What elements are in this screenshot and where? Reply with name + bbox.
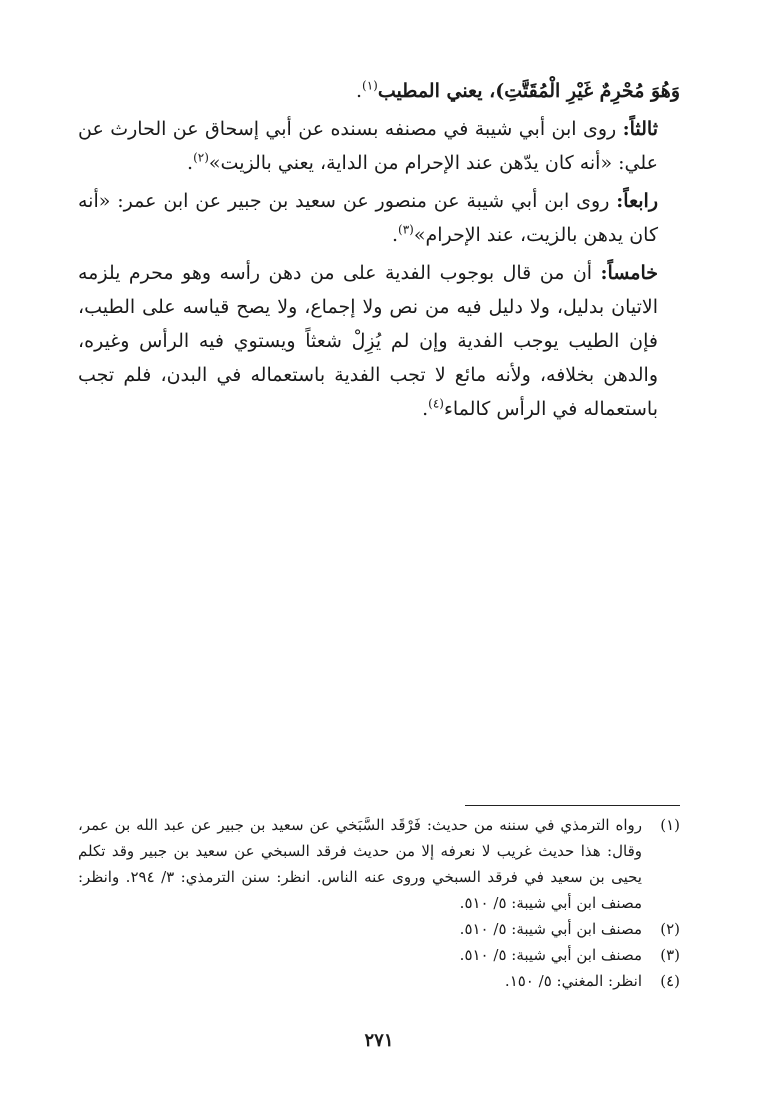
footnote-ref-3: (٣)	[398, 222, 414, 237]
footnote-4-number: (٤)	[660, 972, 680, 990]
paragraph-4	[78, 256, 680, 426]
paragraph-4-heading: خامساً:	[600, 262, 658, 284]
footnote-4	[78, 968, 680, 994]
footnote-2	[78, 916, 680, 942]
paragraph-1-text: وَهُوَ مُحْرِمٌ غَيْرِ الْمُقَتَّتِ)، يعني المطيب	[377, 80, 680, 102]
footnote-divider	[465, 805, 680, 806]
paragraph-2-tail: .	[187, 152, 194, 174]
paragraph-2-text: روى ابن أبي شيبة في مصنفه بسنده عن أبي إسحاق عن الحارث عن علي: «أنه كان يدّهن عند الإحرام من الداية، يعني بالزيت»	[78, 118, 658, 174]
paragraph-2	[78, 112, 680, 180]
main-text	[78, 74, 680, 430]
footnote-2-number: (٢)	[660, 920, 680, 938]
paragraph-3-text: روى ابن أبي شيبة عن منصور عن سعيد بن جبير عن ابن عمر: «أنه كان يدهن بالزيت، عند الإحرام»	[78, 190, 658, 246]
paragraph-3	[78, 184, 680, 252]
footnote-4-text: انظر: المغني: ٥/ ١٥٠.	[504, 972, 642, 990]
footnote-ref-4: (٤)	[428, 396, 444, 411]
paragraph-3-heading: رابعاً:	[616, 190, 658, 212]
page-number: ٢٧١	[364, 1030, 394, 1051]
paragraph-4-tail: .	[422, 398, 429, 420]
footnote-1-number: (١)	[660, 816, 680, 834]
footnote-2-text: مصنف ابن أبي شيبة: ٥/ ٥١٠.	[459, 920, 642, 938]
paragraph-4-text: أن من قال بوجوب الفدية على من دهن رأسه وهو محرم يلزمه الاتيان بدليل، ولا دليل فيه من نص ولا إجماع، ولا يصح قياسه على الطيب، فإن الطيب يوجب الفدية وإن لم يُزِلْ شعثاً ويستوي فيه الرأس وغيره، والدهن بخلافه، ولأنه مائع لا تجب الفدية باستعماله في البدن، فلم تجب باستعماله في الرأس كالماء	[78, 262, 658, 420]
footnote-1	[78, 812, 680, 916]
paragraph-1	[78, 74, 680, 108]
paragraph-2-heading: ثالثاً:	[622, 118, 658, 140]
footnote-ref-1: (١)	[362, 78, 378, 93]
footnotes	[78, 812, 680, 994]
footnote-ref-2: (٢)	[193, 150, 209, 165]
footnote-1-text: رواه الترمذي في سننه من حديث: فَرْقَد السَّبَخي عن سعيد بن جبير عن عبد الله بن عمر، وقال: هذا حديث غريب لا نعرفه إلا من حديث فرقد السبخي عن سعيد بن جبير وقد تكلم يحيى بن سعيد في فرقد السبخي وروى عنه الناس. انظر: سنن الترمذي: ٣/ ٢٩٤. وانظر: مصنف ابن أبي شيبة: ٥/ ٥١٠.	[78, 816, 642, 912]
paragraph-3-tail: .	[391, 224, 398, 246]
footnote-3-text: مصنف ابن أبي شيبة: ٥/ ٥١٠.	[459, 946, 642, 964]
footnote-3	[78, 942, 680, 968]
footnote-3-number: (٣)	[660, 946, 680, 964]
paragraph-1-tail: .	[355, 80, 363, 102]
